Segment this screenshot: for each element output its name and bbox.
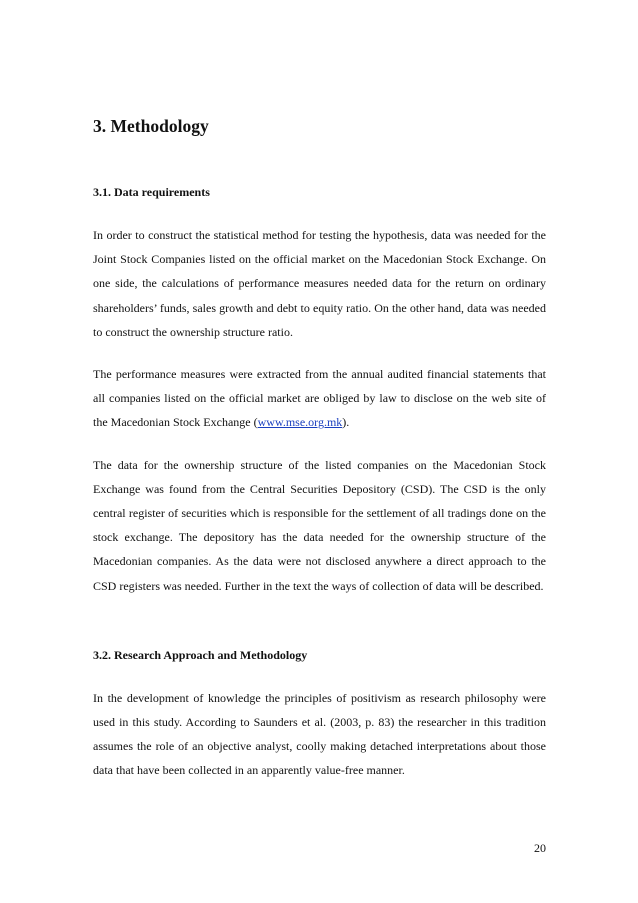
paragraph-text-before-link: The performance measures were extracted from the annual audited financial statements that all companies listed on the official market are obliged by law to disclose on the web site of the Macedonian Stock Exchange (: [93, 367, 546, 430]
section-heading: 3.1. Data requirements: [93, 185, 210, 199]
page-number: 20: [534, 841, 546, 855]
mse-website-link[interactable]: www.mse.org.mk: [257, 415, 343, 430]
paragraph: In order to construct the statistical method for testing the hypothesis, data was needed for the Joint Stock Companies listed on the official market on the Macedonian Stock Exchange. On one side, the calculations of performance measures needed data for the return on ordinary shareholders’ funds, sales growth and debt to equity ratio. On the other hand, data was needed to construct the ownership structure ratio.: [93, 228, 546, 339]
paragraph-text-after-link: ).: [342, 415, 350, 430]
paragraph: In the development of knowledge the principles of positivism as research philosophy were used in this study. According to Saunders et al. (2003, p. 83) the researcher in this tradition assumes the role of an objective analyst, coolly making detached interpretations about those data that have been collected in an apparently value-free manner.: [93, 690, 546, 778]
section-research-approach: [93, 644, 546, 783]
page-content: [93, 112, 546, 801]
paragraph-with-link: [93, 362, 546, 435]
paragraph: The data for the ownership structure of the listed companies on the Macedonian Stock Exchange was found from the Central Securities Depository (CSD). The CSD is the only central register of securities which is responsible for the settlement of all tradings done on the stock exchange. The depository has the data needed for the ownership structure of the Macedonian companies. As the data were not disclosed anywhere a direct approach to the CSD registers was needed. Further in the text the ways of collection of data will be described.: [93, 457, 546, 593]
section-heading: 3.2. Research Approach and Methodology: [93, 647, 308, 662]
section-data-requirements: [93, 181, 546, 598]
chapter-title: 3. Methodology: [93, 116, 209, 136]
